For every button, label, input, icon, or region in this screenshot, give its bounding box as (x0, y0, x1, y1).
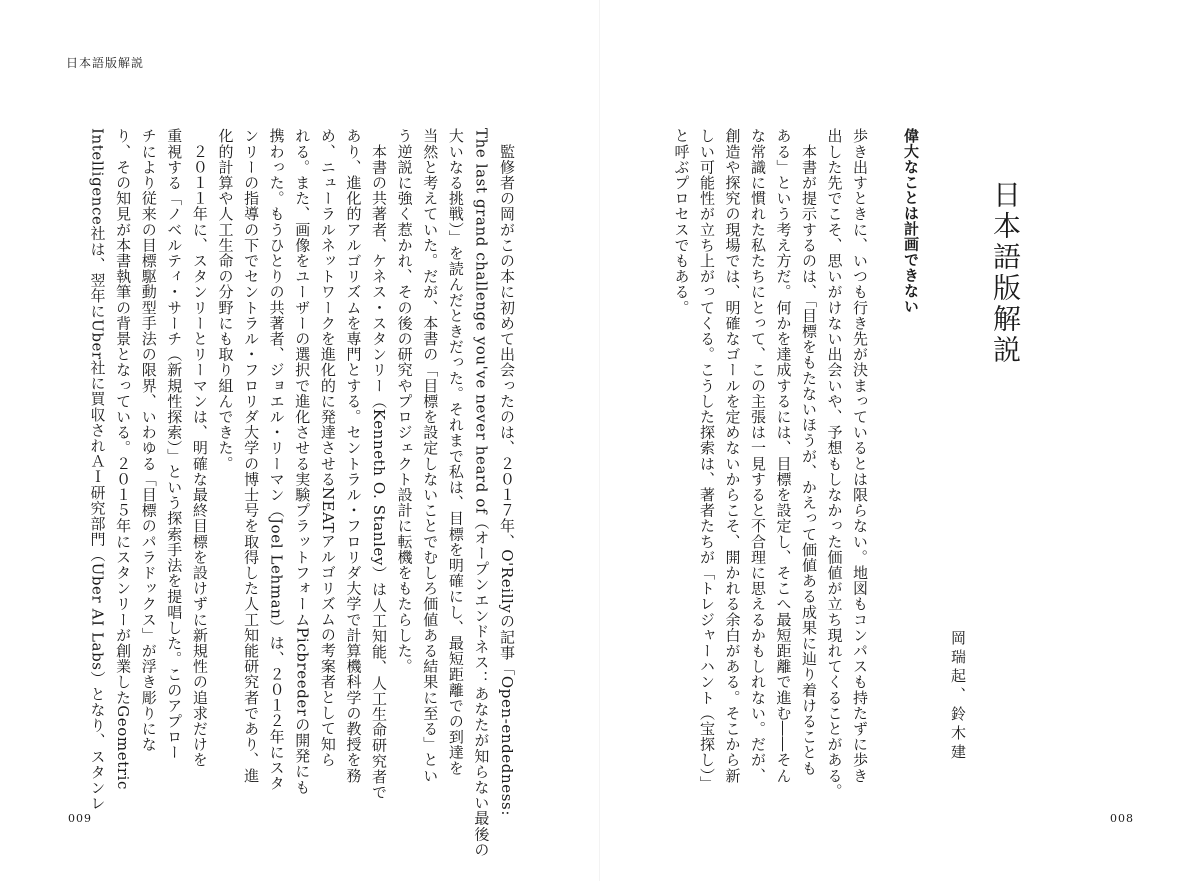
author-names: 岡瑞起、鈴木建 (949, 630, 967, 763)
left-page-body-text: 監修者の岡がこの本に初めて出会ったのは、２０１７年、O'Reillyの記事「Open-endedness: The last grand challenge you've never heard of（オープンエンドネス：あなたが知らない最後の 大いなる挑戦）」を読んだときだった。それまで私は、目標を明確にし、最短距離での到達を 当然と考えていた。だが、本書の「目標を設定しないことでむしろ価値ある結果に至る」とい う逆説に強く惹かれ、その後の研究やプロジェクト設計に転機をもたらした。 本書の共著者、ケネス・スタンリー（Kenneth O. Stanley）は人工知能、人工生命研究者で あり、進化的アルゴリズムを専門とする。セントラル・フロリダ大学で計算機科学の教授を務 め、ニューラルネットワークを進化的に発達させるNEATアルゴリズムの考案者として知ら れる。また、画像をユーザーの選択で進化させる実験プラットフォームPicbreederの開発にも 携わった。もうひとりの共著者、ジョエル・リーマン（Joel Lehman）は、２０１２年にスタ ンリーの指導の下でセントラル・フロリダ大学の博士号を取得した人工知能研究者であり、進 化的計算や人工生命の分野にも取り組んできた。 ２０１１年に、スタンリーとリーマンは、明確な最終目標を設けずに新規性の追求だけを 重視する「ノベルティ・サーチ（新規性探索）」という探索手法を提唱した。このアプロー チにより従来の目標駆動型手法の限界、いわゆる「目標のパラドックス」が浮き彫りにな り、その知見が本書執筆の背景となっている。２０１５年にスタンリーが創業したGeometric Intelligence社は、翌年にUber社に買収されＡＩ研究部門（Uber AI Labs）となり、スタンレ (88, 128, 516, 858)
right-page-body-text: 歩き出すときに、いつも行き先が決まっているとは限らない。地図もコンパスも持たずに歩き 出した先でこそ、思いがけない出会いや、予想もしなかった価値が立ち現れてくることがある。 本書が提示するのは、「目標をもたないほうが、かえって価値ある成果に辿り着けることも ある」という考え方だ。何かを達成するには、目標を設定し、そこへ最短距離で進む――そん な常識に慣れた私たちにとって、この主張は一見すると不合理に思えるかもしれない。だが、 創造や探究の現場では、明確なゴールを定めないからこそ、開かれる余白がある。そこから新 しい可能性が立ち上がってくる。こうした探索は、著者たちが「トレジャーハント（宝探し）」 と呼ぶプロセスでもある。 (672, 128, 869, 799)
page-gutter (599, 0, 600, 881)
section-heading: 偉大なことは計画できない (902, 128, 920, 314)
page-number-left: 009 (68, 812, 92, 825)
page-number-right: 008 (1110, 812, 1134, 825)
chapter-title: 日本語版解説 (989, 180, 1022, 366)
running-head: 日本語版解説 (66, 56, 145, 70)
